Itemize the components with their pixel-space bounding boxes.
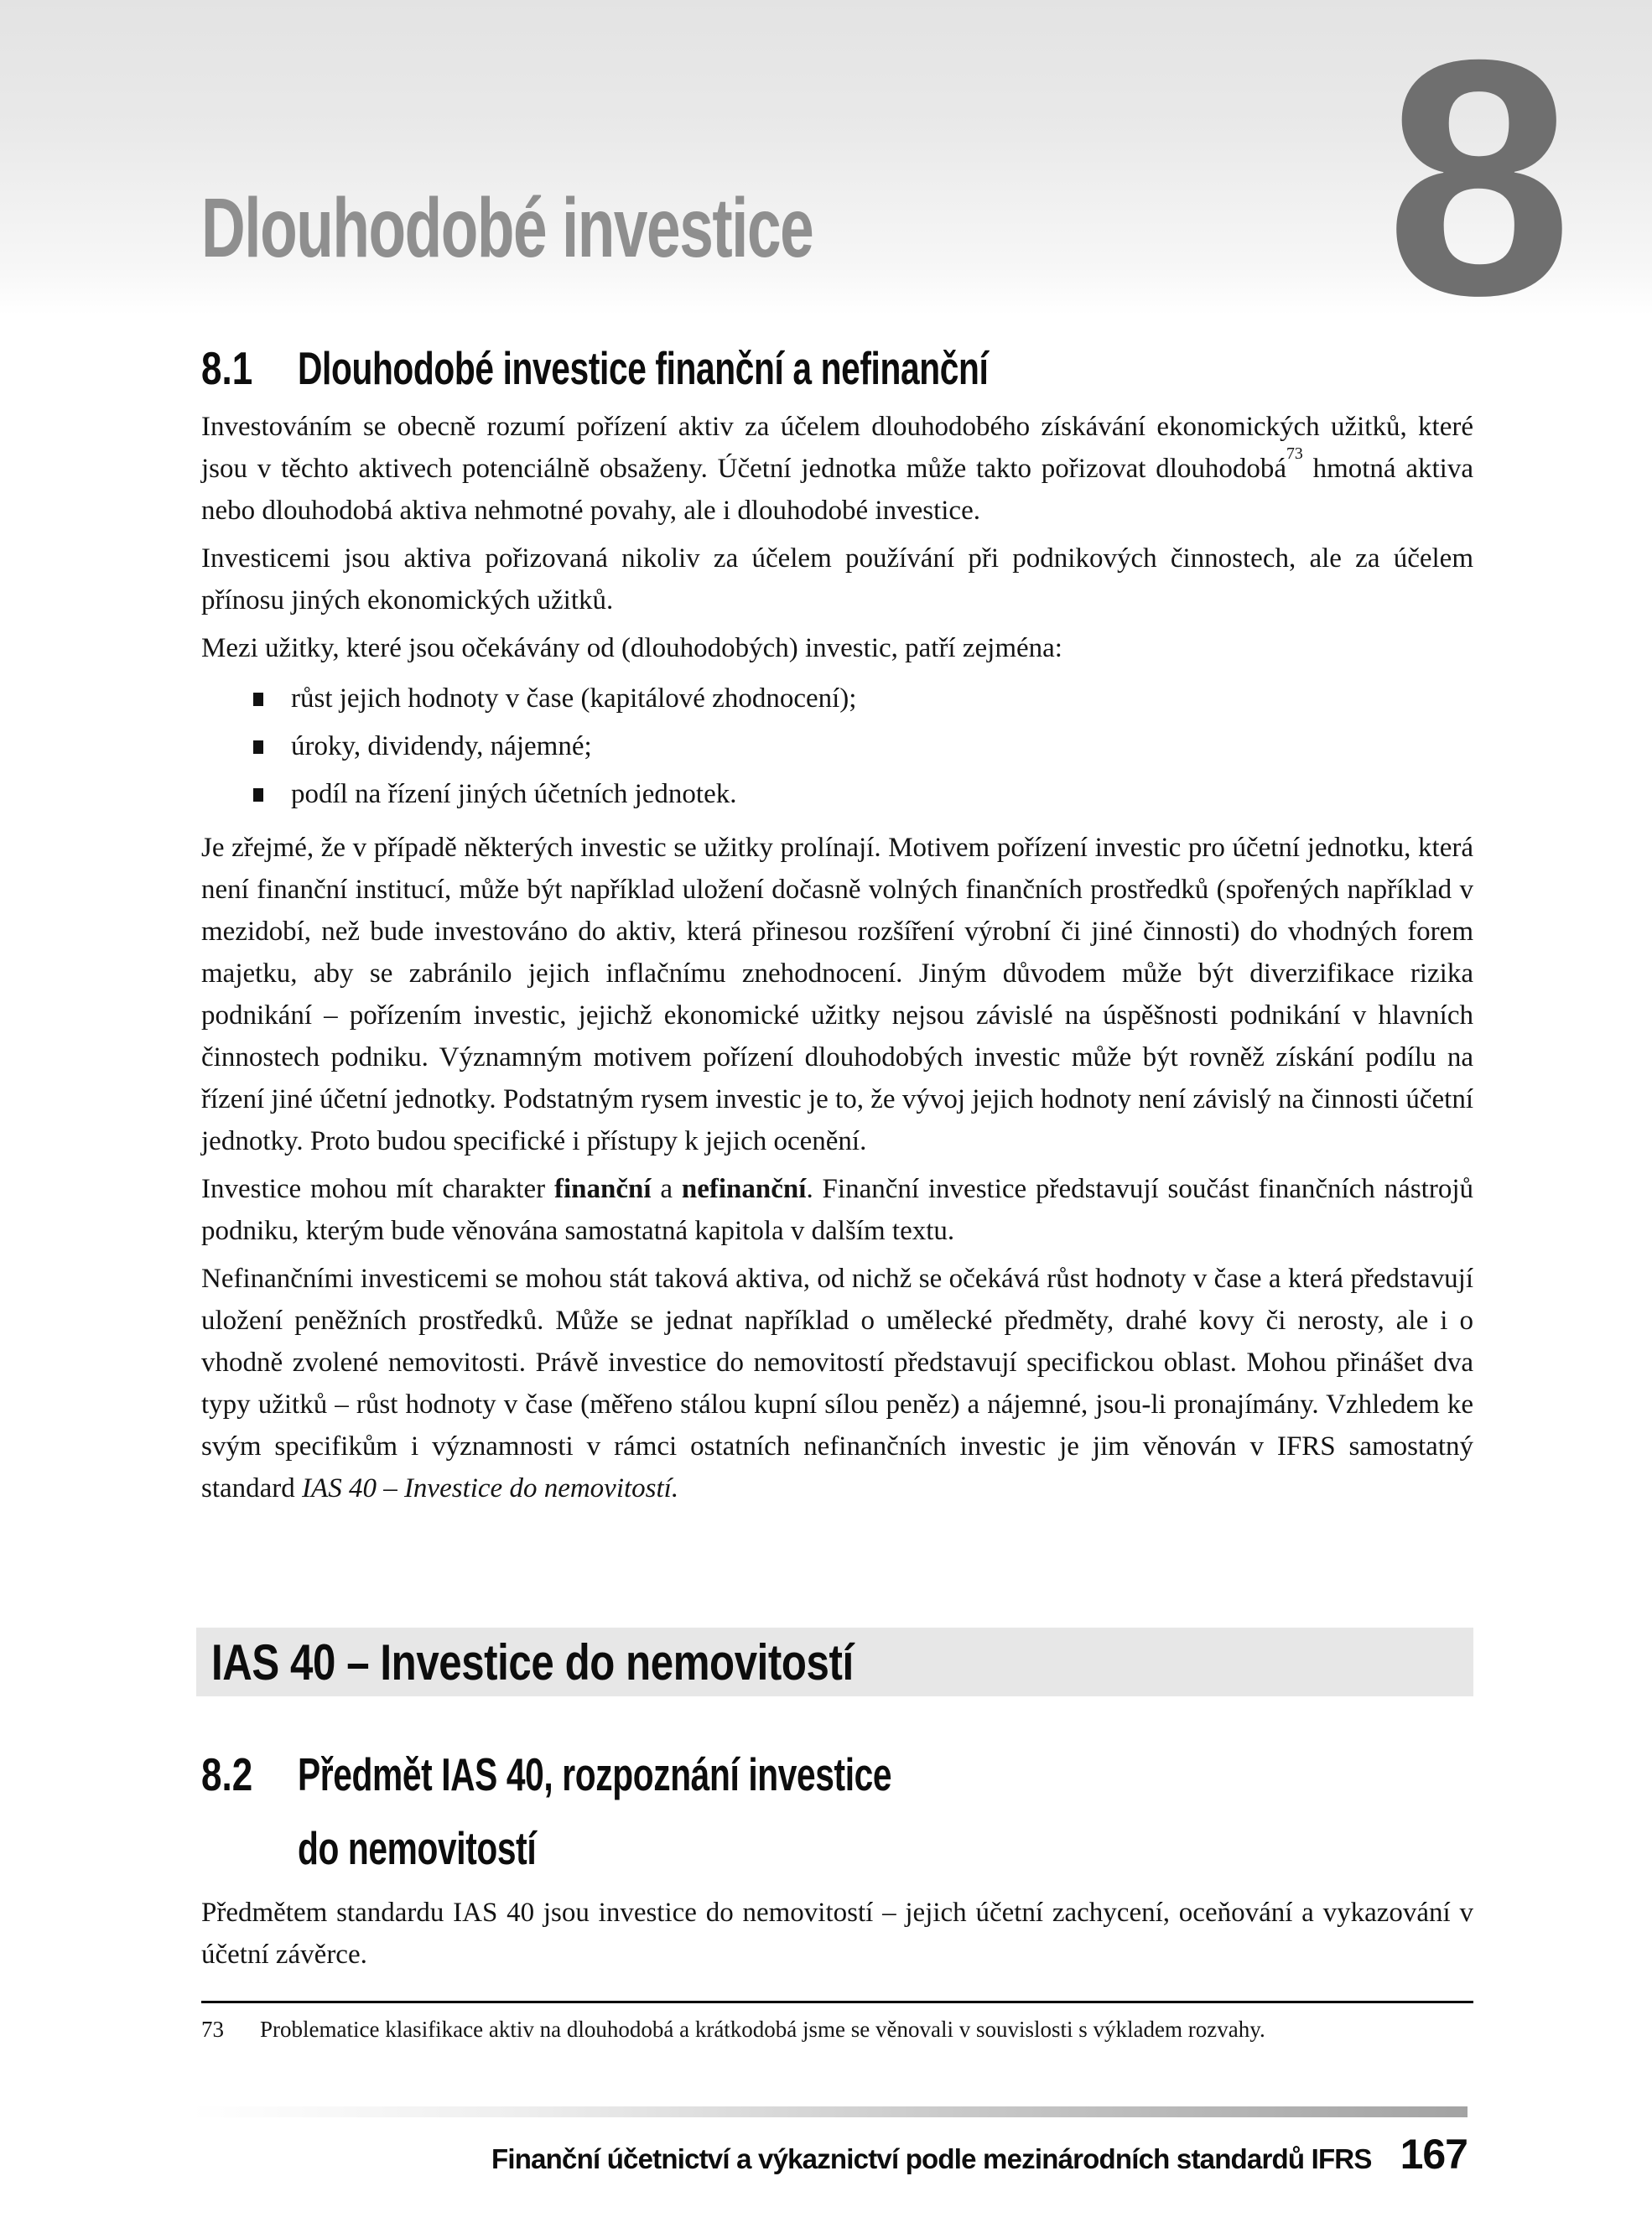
footer-page-number: 167: [1400, 2131, 1468, 2178]
paragraph-investice-mohou: Investice mohou mít charakter finanční a nefinanční. Finanční investice představují součást finančních nástrojů podniku, kterým bude věnována samostatná kapitola v dalším textu.: [201, 1174, 1473, 1246]
page-footer: [201, 2130, 1468, 2179]
footnote-divider: [201, 2001, 1473, 2003]
footnote-area: [201, 2001, 1473, 2044]
list-item: podíl na řízení jiných účetních jednotek.: [253, 771, 1473, 818]
section-8-1-body: [201, 406, 1473, 1509]
list-item: úroky, dividendy, nájemné;: [253, 723, 1473, 771]
square-bullet-icon: [253, 788, 263, 802]
paragraph-investicemi: Investicemi jsou aktiva pořizovaná nikoliv za účelem používání při podnikových činnostech, ale za účelem přínosu jiných ekonomických užitků.: [201, 543, 1473, 615]
section-title: Dlouhodobé investice finanční a nefinanční: [298, 342, 989, 394]
benefits-bullet-list: [201, 675, 1473, 818]
paragraph-investovanim: Investováním se obecně rozumí pořízení aktiv za účelem dlouhodobého získávání ekonomických užitků, které jsou v těchto aktivech potenciálně obsaženy. Účetní jednotka může takto pořizovat dlouhodobá$^{73}$ hmotná aktiva nebo dlouhodobá aktiva nehmotné povahy, ale i dlouhodobé investice.: [201, 412, 1473, 526]
section-8-2-heading: [201, 1737, 1473, 1885]
section-8-1-heading: [201, 342, 1473, 394]
paragraph-nefinancnimi: Nefinančními investicemi se mohou stát taková aktiva, od nichž se očekává růst hodnoty v čase a která představují uložení peněžních prostředků. Může se jednat například o umělecké předměty, drahé kovy či nerosty, ale i o vhodně zvolené nemovitosti. Právě investice do nemovitostí představují specifickou oblast. Mohou přinášet dva typy užitků – růst hodnoty v čase (měřeno stálou kupní sílou peněz) a nájemné, jsou-li pronajímány. Vzhledem ke svým specifikům i významnosti v rámci ostatních nefinančních investic je jim věnován v IFRS samostatný standard IAS 40 – Investice do nemovitostí.: [201, 1264, 1473, 1504]
chapter-title: Dlouhodobé investice: [201, 181, 813, 275]
footnote: [201, 2015, 1473, 2044]
section-8-2: [201, 1737, 1473, 1885]
footer-gradient-bar: [191, 2106, 1468, 2117]
chapter-header: [0, 0, 1652, 365]
footer-book-title: Finanční účetnictví a výkaznictví podle mezinárodních standardů IFRS: [491, 2143, 1372, 2174]
paragraph-predmetem: Předmětem standardu IAS 40 jsou investice do nemovitostí – jejich účetní zachycení, oceňování a vykazování v účetní závěrce.: [201, 1898, 1473, 1970]
paragraph-mezi-uzitky: Mezi užitky, které jsou očekávány od (dlouhodobých) investic, patří zejména:: [201, 633, 1062, 663]
section-number: 8.2: [201, 1748, 253, 1800]
paragraph-je-zrejme: Je zřejmé, že v případě některých investic se užitky prolínají. Motivem pořízení investic pro účetní jednotku, která není finanční institucí, může být například uložení dočasně volných finančních prostředků (spořených například v mezidobí, než bude investováno do aktiv, která přinesou rozšíření výrobní či jiné činnosti) do vhodných forem majetku, aby se zabránilo jejich inflačnímu znehodnocení. Jiným důvodem může být diverzifikace rizika podnikání – pořízením investic, jejichž ekonomické užitky nejsou závislé na úspěšnosti podnikání v hlavních činnostech podniku. Významným motivem pořízení dlouhodobých investic může být rovněž získání podílu na řízení jiné účetní jednotky. Podstatným rysem investic je to, že vývoj jejich hodnoty není závislý na činnosti účetní jednotky. Proto budou specifické i přístupy k jejich ocenění.: [201, 833, 1473, 1156]
ias40-banner-title: IAS 40 – Investice do nemovitostí: [211, 1633, 854, 1690]
ias40-banner: [196, 1628, 1473, 1696]
footnote-number: 73: [201, 2017, 224, 2042]
square-bullet-icon: [253, 693, 263, 706]
chapter-number: 8: [1385, 0, 1572, 365]
section-8-1: [201, 342, 1473, 1509]
footnote-text: Problematice klasifikace aktiv na dlouhodobá a krátkodobá jsme se věnovali v souvislosti s výkladem rozvahy.: [260, 2017, 1265, 2042]
square-bullet-icon: [253, 740, 263, 754]
section-title: Předmět IAS 40, rozpoznání investice do nemovitostí: [298, 1748, 892, 1874]
section-number: 8.1: [201, 342, 253, 394]
list-item: růst jejich hodnoty v čase (kapitálové zhodnocení);: [253, 675, 1473, 723]
